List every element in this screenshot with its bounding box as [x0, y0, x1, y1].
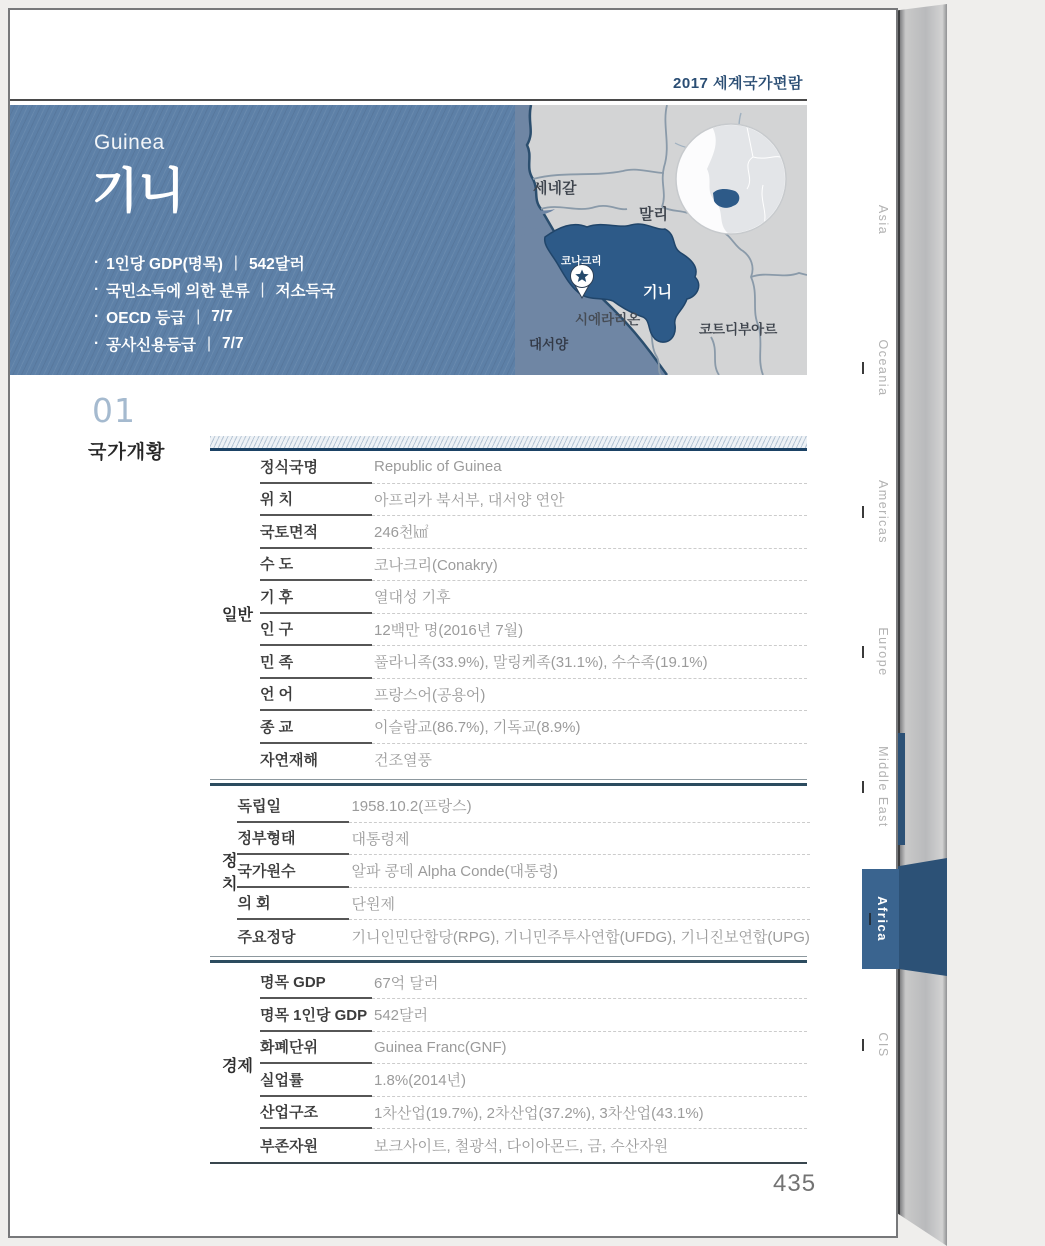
section-divider: [210, 776, 807, 790]
table-row: [237, 888, 809, 921]
row-label: 종 교: [260, 711, 372, 744]
table-row: [237, 920, 809, 953]
sidebar-tab-label: CIS: [876, 1032, 890, 1058]
fact-label: 1인당 GDP(명목): [106, 255, 223, 273]
row-label: 국가원수: [237, 855, 349, 888]
map-label-cote-divoire: 코트디부아르: [699, 322, 778, 337]
row-label: 주요정당: [237, 928, 296, 946]
row-label: 위 치: [260, 484, 372, 517]
divider-bar: |: [260, 280, 265, 298]
fact-value: 542달러: [248, 255, 305, 273]
table-row: [260, 999, 807, 1032]
table-row: [237, 790, 809, 823]
row-value: 프랑스어(공용어): [372, 679, 807, 712]
group-label: 경제: [222, 1057, 253, 1075]
fact-credit-grade: [94, 330, 335, 357]
row-label: 부존자원: [260, 1137, 318, 1155]
table-row: [260, 451, 807, 484]
map-label-sierra-leone: 시에라리온: [575, 312, 641, 327]
row-label: 수 도: [260, 549, 372, 582]
group-label: 일반: [222, 607, 253, 624]
sidebar-tab-label: Africa: [875, 896, 890, 942]
row-label: 의 회: [237, 888, 349, 921]
sidebar-tab-americas[interactable]: [856, 472, 900, 552]
locator-map: [515, 105, 807, 375]
section-title: 국가개황: [88, 442, 166, 463]
section-divider: [210, 953, 807, 967]
fact-gdp-per-capita: [94, 249, 335, 276]
map-label-guinea: 기니: [643, 284, 672, 301]
country-key-facts: [94, 249, 335, 357]
country-overview-table: [210, 436, 810, 1164]
row-value: 1958.10.2(프랑스): [349, 790, 809, 823]
row-label: 독립일: [237, 790, 349, 823]
book-page: [8, 8, 898, 1238]
table-row: [260, 679, 807, 712]
row-value: 기니인민단합당(RPG), 기니민주투사연합(UFDG), 기니진보연합(UPG): [351, 928, 810, 946]
sidebar-tab-europe[interactable]: [856, 612, 900, 692]
row-label: 언 어: [260, 679, 372, 712]
bullet-icon: ·: [94, 307, 100, 325]
tab-tick: [862, 1039, 864, 1051]
row-label: 실업률: [260, 1064, 372, 1097]
row-value: 풀라니족(33.9%), 말링케족(31.1%), 수수족(19.1%): [372, 646, 807, 679]
row-value: 246천㎢: [372, 516, 807, 549]
sidebar-tab-middle-east[interactable]: [856, 732, 900, 842]
row-value: 보크사이트, 철광석, 다이아몬드, 금, 수산자원: [374, 1137, 669, 1155]
row-label: 정부형태: [237, 823, 349, 856]
row-value: 건조열풍: [374, 752, 432, 770]
table-row: [260, 614, 807, 647]
bullet-icon: ·: [94, 253, 100, 271]
table-group-economy: [210, 967, 807, 1162]
row-value: 12백만 명(2016년 7월): [372, 614, 807, 647]
table-row: [260, 744, 807, 777]
sidebar-tab-asia[interactable]: [856, 180, 900, 260]
fact-value: 7/7: [222, 334, 244, 352]
group-label: 정치: [222, 853, 238, 894]
row-label: 화폐단위: [260, 1032, 372, 1065]
sidebar-tab-label: Oceania: [876, 339, 890, 397]
page-edge-stack: [898, 4, 947, 1246]
sidebar-tab-label: Americas: [876, 479, 890, 545]
table-hatch-bar: [210, 436, 807, 451]
fact-label: 공사신용등급: [106, 336, 197, 354]
map-canvas: [515, 105, 807, 375]
divider-bar: |: [233, 253, 238, 271]
table-group-politics: [210, 790, 810, 953]
header-rule: [10, 99, 807, 101]
map-label-atlantic: 대서양: [529, 337, 569, 352]
table-row: [260, 1064, 807, 1097]
divider-bar: |: [207, 334, 212, 352]
table-row: [260, 967, 807, 1000]
row-label: 국토면적: [260, 516, 372, 549]
row-label: 명목 1인당 GDP: [260, 999, 372, 1032]
section-number: 01: [92, 391, 136, 430]
sidebar-tab-label: Middle East: [876, 746, 890, 828]
sidebar-tab-label: Asia: [876, 204, 890, 236]
fact-value: 저소득국: [275, 282, 336, 300]
row-label: 산업구조: [260, 1097, 372, 1130]
table-row: [260, 1097, 807, 1130]
sidebar-tab-africa[interactable]: [862, 869, 899, 969]
table-row: [260, 516, 807, 549]
row-value: 1차산업(19.7%), 2차산업(37.2%), 3차산업(43.1%): [372, 1097, 807, 1130]
row-value: 아프리카 북서부, 대서양 연안: [372, 484, 807, 517]
row-value: 이슬람교(86.7%), 기독교(8.9%): [372, 711, 807, 744]
row-value: 542달러: [372, 999, 807, 1032]
table-row: [260, 1032, 807, 1065]
row-value: 단원제: [349, 888, 809, 921]
fact-value: 7/7: [211, 307, 233, 325]
map-label-mali: 말리: [639, 206, 668, 223]
tab-tick: [862, 781, 864, 793]
row-value: 1.8%(2014년): [372, 1064, 807, 1097]
fact-label: OECD 등급: [106, 309, 186, 327]
country-hero: [10, 105, 515, 375]
page-number: 435: [773, 1170, 817, 1197]
map-label-senegal: 세네갈: [533, 180, 577, 197]
tab-tick: [869, 913, 871, 925]
map-inset-circle: [676, 124, 786, 234]
row-value: Guinea Franc(GNF): [372, 1032, 807, 1065]
book-title: 2017 세계국가편람: [673, 75, 803, 92]
map-label-conakry: 코나크리: [561, 255, 602, 267]
row-label: 명목 GDP: [260, 967, 372, 1000]
tab-tick: [862, 506, 864, 518]
table-row: [237, 823, 809, 856]
table-row: [260, 549, 807, 582]
table-row: [260, 581, 807, 614]
table-group-general: [210, 451, 807, 776]
tab-tick: [862, 646, 864, 658]
row-value: 67억 달러: [372, 967, 807, 1000]
africa-tab-edge-block: [898, 858, 947, 976]
sidebar-tab-oceania[interactable]: [856, 328, 900, 408]
table-row: [260, 646, 807, 679]
table-row: [260, 1129, 807, 1162]
table-row: [260, 711, 807, 744]
row-label: 자연재해: [260, 752, 318, 770]
country-name-ko: 기니: [92, 165, 185, 218]
table-bottom-rule: [210, 1162, 807, 1164]
row-value: 알파 콩데 Alpha Conde(대통령): [349, 855, 809, 888]
tab-tick: [862, 362, 864, 374]
fact-income-class: [94, 276, 335, 303]
row-label: 인 구: [260, 614, 372, 647]
fact-oecd-grade: [94, 303, 335, 330]
fact-label: 국민소득에 의한 분류: [106, 282, 250, 300]
country-name-en: Guinea: [94, 131, 165, 154]
row-label: 기 후: [260, 581, 372, 614]
row-label: 정식국명: [260, 451, 372, 484]
bullet-icon: ·: [94, 334, 100, 352]
row-value: Republic of Guinea: [372, 451, 807, 484]
row-value: 코나크리(Conakry): [372, 549, 807, 582]
table-row: [237, 855, 809, 888]
table-row: [260, 484, 807, 517]
sidebar-tab-cis[interactable]: [856, 1005, 900, 1085]
bullet-icon: ·: [94, 280, 100, 298]
divider-bar: |: [196, 307, 201, 325]
row-value: 열대성 기후: [372, 581, 807, 614]
sidebar-tab-label: Europe: [876, 627, 890, 677]
row-value: 대통령제: [349, 823, 809, 856]
row-label: 민 족: [260, 646, 372, 679]
